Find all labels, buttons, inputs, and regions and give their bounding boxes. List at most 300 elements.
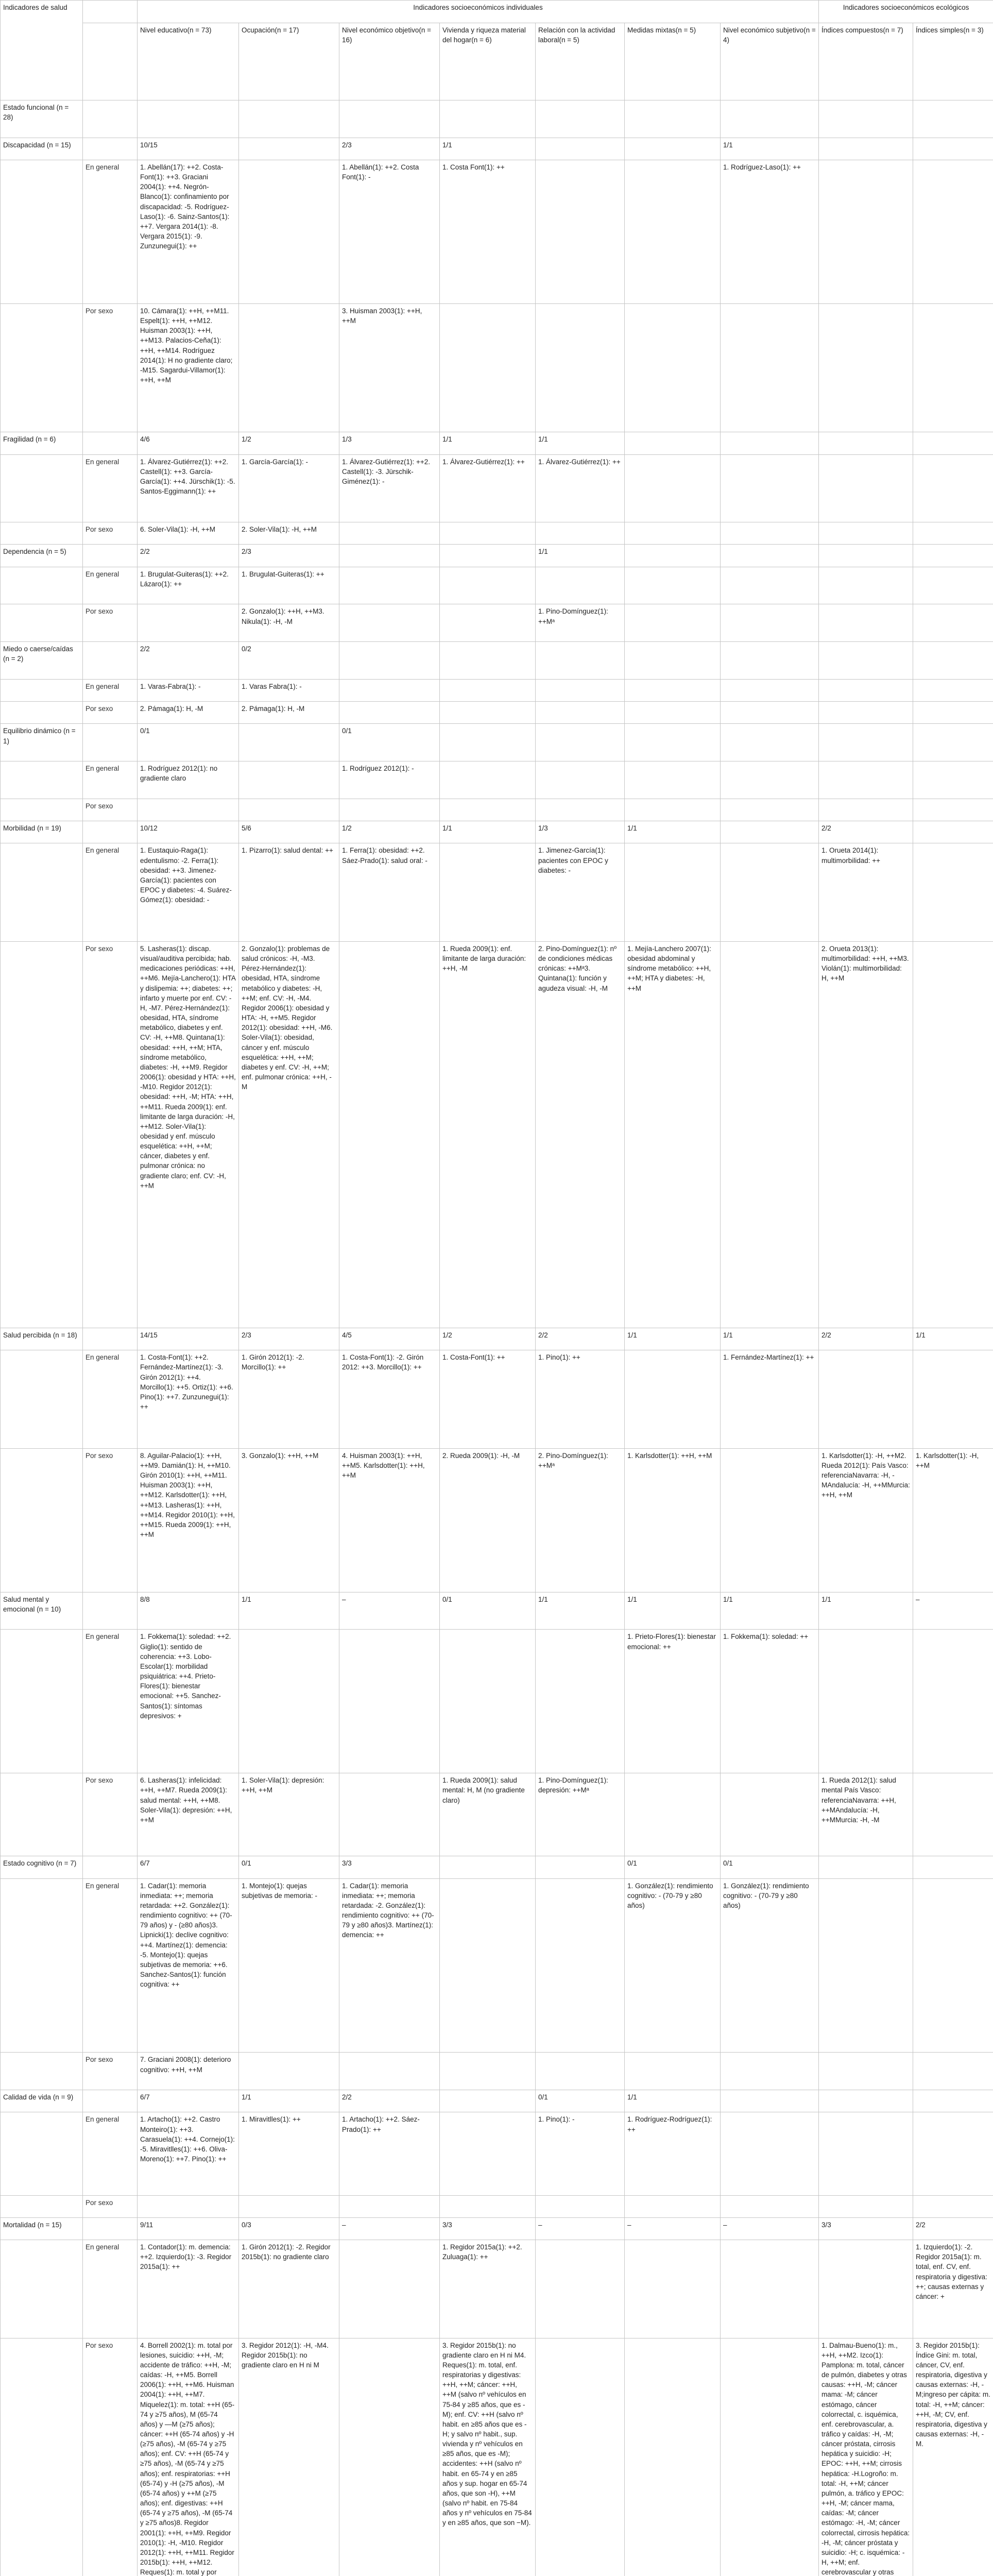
table-cell: 1. Rueda 2012(1): salud mental País Vasco: referenciaNavarra: ++H, ++MAndalucía: -H, ++MMurcia: -H, -M (819, 1773, 913, 1856)
indicator-label: Dependencia (n = 5) (1, 545, 83, 567)
table-cell: 0/1 (536, 2090, 625, 2112)
detail-row (1, 2338, 993, 2576)
table-cell (536, 1878, 625, 2053)
table-cell (721, 2240, 819, 2338)
table-cell: 2/2 (913, 2217, 993, 2240)
subgroup-label: Por sexo (83, 799, 138, 821)
table-cell (536, 2195, 625, 2217)
indicator-label (1, 2112, 83, 2195)
subgroup-label: En general (83, 1630, 138, 1773)
table-cell: 1/1 (721, 1328, 819, 1350)
table-cell (440, 724, 536, 761)
table-cell: – (625, 2217, 721, 2240)
table-cell: 2. Pámaga(1): H, -M (138, 702, 239, 724)
indicator-label: Salud percibida (n = 18) (1, 1328, 83, 1350)
table-cell (721, 454, 819, 522)
table-cell: 1/2 (339, 821, 440, 843)
table-cell: 1/1 (536, 545, 625, 567)
table-cell (721, 724, 819, 761)
table-cell: 2. Pino-Domínguez(1): ++Mᵃ (536, 1448, 625, 1592)
indicator-row (1, 821, 993, 843)
table-cell: 1/1 (440, 821, 536, 843)
indicator-label (1, 843, 83, 942)
table-cell (721, 2195, 819, 2217)
table-cell (913, 1350, 993, 1449)
table-cell (536, 138, 625, 160)
subgroup-label: Por sexo (83, 942, 138, 1328)
table-cell: 1. Ferra(1): obesidad: ++2. Sáez-Prado(1): salud oral: - (339, 843, 440, 942)
subgroup-label: Por sexo (83, 522, 138, 545)
table-cell (339, 100, 440, 138)
table-cell (721, 1448, 819, 1592)
table-cell (339, 522, 440, 545)
table-cell: 1. Costa-Font(1): ++ (440, 1350, 536, 1449)
detail-row (1, 1773, 993, 1856)
subgroup-label (83, 100, 138, 138)
subgroup-label (83, 138, 138, 160)
table-cell: 1/1 (721, 138, 819, 160)
table-cell (138, 604, 239, 642)
column-header: Nivel económico subjetivo(n = 4) (721, 23, 819, 100)
subgroup-label (83, 1856, 138, 1878)
table-cell: 1. Pino(1): ++ (536, 1350, 625, 1449)
table-cell (536, 2053, 625, 2090)
table-cell (440, 679, 536, 701)
column-header: Vivienda y riqueza material del hogar(n = 6) (440, 23, 536, 100)
table-cell (339, 642, 440, 680)
table-cell (625, 545, 721, 567)
table-cell (339, 2338, 440, 2576)
table-cell (721, 942, 819, 1328)
table-cell: 1. Brugulat-Guiteras(1): ++ (239, 567, 339, 604)
table-cell (913, 454, 993, 522)
table-cell: 1. Mejía-Lanchero 2007(1): obesidad abdominal y síndrome metabólico: ++H, ++M; HTA y diabetes: -H, ++M (625, 942, 721, 1328)
subgroup-label: Por sexo (83, 1448, 138, 1592)
detail-row (1, 567, 993, 604)
table-cell: 2. Pino-Domínguez(1): nº de condiciones médicas crónicas: ++Mᵃ3. Quintana(1): función y agudeza visual: -H, -M (536, 942, 625, 1328)
table-cell (819, 1878, 913, 2053)
table-cell (625, 761, 721, 799)
table-cell: 3. Gonzalo(1): ++H, ++M (239, 1448, 339, 1592)
table-cell (339, 2240, 440, 2338)
table-cell: 3. Regidor 2012(1): -H, -M4. Regidor 2015b(1): no gradiente claro en H ni M (239, 2338, 339, 2576)
table-cell (440, 761, 536, 799)
indicator-label (1, 1630, 83, 1773)
subgroup-label (83, 1328, 138, 1350)
table-cell (819, 604, 913, 642)
table-cell: 0/1 (440, 1592, 536, 1630)
table-cell (239, 2195, 339, 2217)
table-cell: 4. Huisman 2003(1): ++H, ++M5. Karlsdotter(1): ++H, ++M (339, 1448, 440, 1592)
table-cell: 6/7 (138, 2090, 239, 2112)
table-cell (721, 1773, 819, 1856)
table-cell: 3. Regidor 2015b(1): Índice Gini: m. total, cáncer, CV, enf. respiratoria, digestiva y causas externas: -H, -M;ingreso per cápita: m. total: -H, ++M; cáncer: ++H, -M; CV, enf. respiratoria, digestiva y causas externas: -H, -M. (913, 2338, 993, 2576)
table-cell (819, 799, 913, 821)
header-columns-row (1, 23, 993, 100)
detail-row (1, 522, 993, 545)
table-cell (819, 2240, 913, 2338)
indicator-label (1, 679, 83, 701)
table-cell (721, 604, 819, 642)
table-cell (913, 642, 993, 680)
table-cell (819, 303, 913, 432)
table-cell: 1/1 (721, 1592, 819, 1630)
table-cell: 1. Pino(1): - (536, 2112, 625, 2195)
table-cell: – (536, 2217, 625, 2240)
subgroup-label: En general (83, 160, 138, 304)
table-cell: 1. Rodríguez-Laso(1): ++ (721, 160, 819, 304)
table-cell (721, 761, 819, 799)
table-cell (440, 100, 536, 138)
table-cell: 1/1 (536, 432, 625, 454)
subgroup-label (83, 2090, 138, 2112)
table-cell (440, 1630, 536, 1773)
table-cell (536, 567, 625, 604)
table-cell (536, 522, 625, 545)
table-cell (721, 522, 819, 545)
subgroup-label (83, 432, 138, 454)
table-cell (440, 2112, 536, 2195)
table-cell (625, 642, 721, 680)
table-cell (625, 724, 721, 761)
table-cell (536, 1630, 625, 1773)
table-cell (913, 432, 993, 454)
table-cell (721, 2338, 819, 2576)
table-cell: 1. González(1): rendimiento cognitivo: - (70-79 y ≥80 años) (625, 1878, 721, 2053)
detail-row (1, 761, 993, 799)
table-cell (913, 604, 993, 642)
table-cell: 1. Cadar(1): memoria inmediata: ++; memoria retardada: ++2. González(1): rendimiento cognitivo: ++ (70-79 años) y - (≥80 años)3. Lipnicki(1): declive cognitivo: ++4. Martínez(1): demencia: -5. Montejo(1): quejas subjetivas de memoria: ++6. Sanchez-Santos(1): función cognitiva: ++ (138, 1878, 239, 2053)
table-cell: 1. Rueda 2009(1): salud mental: H, M (no gradiente claro) (440, 1773, 536, 1856)
table-cell (440, 2195, 536, 2217)
table-cell (536, 642, 625, 680)
table-cell (721, 799, 819, 821)
table-cell: 2. Orueta 2013(1): multimorbilidad: ++H, ++M3. Violán(1): multimorbilidad: H, ++M (819, 942, 913, 1328)
table-cell: 2. Gonzalo(1): problemas de salud crónicos: -H, -M3. Pérez-Hernández(1): obesidad, HTA, síndrome metabólico y diabetes: -H, ++M; enf. CV: -H, -M4. Regidor 2006(1): obesidad y HTA: -H, ++M5. Regidor 2012(1): obesidad: ++H, -M6. Soler-Vila(1): obesidad, cáncer y enf. músculo esquelética: ++H, ++M; diabetes y enf. CV: -H, ++M; enf. pulmonar crónica: ++H, -M (239, 942, 339, 1328)
table-cell (440, 1856, 536, 1878)
table-cell (913, 702, 993, 724)
table-cell: 8. Aguilar-Palacio(1): ++H, ++M9. Damián(1): H, ++M10. Girón 2010(1): ++H, ++M11. Huisman 2003(1): ++H, ++M12. Karlsdotter(1): ++H, ++M13. Lasheras(1): ++H, ++M14. Regidor 2010(1): ++H, ++M15. Rueda 2009(1): ++H, ++M (138, 1448, 239, 1592)
table-cell (721, 642, 819, 680)
indicator-row (1, 2090, 993, 2112)
table-cell (239, 1630, 339, 1773)
table-cell: 0/1 (339, 724, 440, 761)
table-cell: 1/1 (440, 138, 536, 160)
table-cell: 1. Orueta 2014(1): multimorbilidad: ++ (819, 843, 913, 942)
table-cell: 2. Rueda 2009(1): -H, -M (440, 1448, 536, 1592)
table-cell: 1/2 (440, 1328, 536, 1350)
table-cell: 10/15 (138, 138, 239, 160)
detail-row (1, 303, 993, 432)
subgroup-label: En general (83, 1878, 138, 2053)
table-cell: 2/3 (239, 545, 339, 567)
table-cell: 1. Álvarez-Gutiérrez(1): ++2. Castell(1): -3. Jürschik-Giménez(1): - (339, 454, 440, 522)
table-cell: – (339, 1592, 440, 1630)
table-cell: 4. Borrell 2002(1): m. total por lesiones, suicidio: ++H, -M; accidente de tráfico: ++H, -M; caídas: -H, ++M5. Borrell 2006(1): ++H, ++M6. Huisman 2004(1): ++H, ++M7. Miquelez(1): m. total: ++H (65-74 y ≥75 años), M (65-74 años) y —M (≥75 años); cáncer: ++H (65-74 años) y -H (≥75 años), -M (65-74 y ≥75 años); enf. CV: ++H (65-74 y ≥75 años), -M (65-74 y ≥75 años); enf. respiratorias: ++H (65-74) y -H (≥75 años), -M (65-74 años) y ++M (≥75 años); enf. digestivas: ++H (65-74 y ≥75 años), -M (65-74 y ≥75 años)8. Regidor 2001(1): ++H, ++M9. Regidor 2010(1): -H, -M10. Regidor 2012(1): ++H, ++M11. Regidor 2015b(1): ++H, ++M12. Reques(1): m. total y por (138, 2338, 239, 2576)
table-cell (819, 679, 913, 701)
table-cell: 2/3 (339, 138, 440, 160)
table-cell (440, 2053, 536, 2090)
indicator-row (1, 642, 993, 680)
table-cell (138, 100, 239, 138)
indicator-label: Discapacidad (n = 15) (1, 138, 83, 160)
table-cell: 1. Artacho(1): ++2. Sáez-Prado(1): ++ (339, 2112, 440, 2195)
table-cell: 3/3 (440, 2217, 536, 2240)
table-cell (339, 942, 440, 1328)
indicator-row (1, 432, 993, 454)
header-group-ecological: Indicadores socioeconómicos ecológicos (819, 1, 993, 23)
table-cell (339, 2195, 440, 2217)
table-cell: 2. Gonzalo(1): ++H, ++M3. Nikula(1): -H, -M (239, 604, 339, 642)
table-cell (819, 160, 913, 304)
table-cell: 1. Pizarro(1): salud dental: ++ (239, 843, 339, 942)
indicator-row (1, 1856, 993, 1878)
table-cell: 1. Artacho(1): ++2. Castro Monteiro(1): ++3. Carasuela(1): ++4. Cornejo(1): -5. Miravitlles(1): ++6. Oliva-Moreno(1): ++7. Pino(1): ++ (138, 2112, 239, 2195)
table-cell (819, 522, 913, 545)
table-cell: 2. Pámaga(1): H, -M (239, 702, 339, 724)
table-cell: 1. González(1): rendimiento cognitivo: - (70-79 y ≥80 años) (721, 1878, 819, 2053)
indicator-label (1, 2338, 83, 2576)
indicator-label (1, 303, 83, 432)
table-cell: 1/1 (625, 2090, 721, 2112)
table-cell: – (721, 2217, 819, 2240)
subgroup-label: Por sexo (83, 2053, 138, 2090)
table-cell: 3. Huisman 2003(1): ++H, ++M (339, 303, 440, 432)
table-cell (440, 1878, 536, 2053)
indicator-row (1, 1328, 993, 1350)
table-cell (913, 303, 993, 432)
table-cell: 2/2 (138, 545, 239, 567)
table-cell (913, 2053, 993, 2090)
table-cell (339, 2053, 440, 2090)
table-cell (339, 702, 440, 724)
table-cell: 5/6 (239, 821, 339, 843)
indicator-label (1, 799, 83, 821)
table-cell (625, 702, 721, 724)
table-cell (913, 1773, 993, 1856)
table-cell (819, 2195, 913, 2217)
table-cell (819, 1630, 913, 1773)
table-cell: – (339, 2217, 440, 2240)
table-cell (339, 799, 440, 821)
table-cell (536, 679, 625, 701)
indicator-label (1, 1350, 83, 1449)
table-cell (440, 642, 536, 680)
subgroup-label: En general (83, 2240, 138, 2338)
table-cell: 1. Miravitlles(1): ++ (239, 2112, 339, 2195)
table-cell: 2/3 (239, 1328, 339, 1350)
indicator-label (1, 1448, 83, 1592)
table-cell (339, 567, 440, 604)
table-cell (625, 679, 721, 701)
table-cell: 8/8 (138, 1592, 239, 1630)
table-cell (721, 100, 819, 138)
table-cell: 1. Pino-Domínguez(1): ++Mᵃ (536, 604, 625, 642)
table-cell (339, 1773, 440, 1856)
table-cell (625, 2240, 721, 2338)
table-cell: 1/1 (239, 2090, 339, 2112)
table-cell (913, 821, 993, 843)
table-cell (913, 2090, 993, 2112)
subgroup-label: Por sexo (83, 2338, 138, 2576)
table-cell: 0/2 (239, 642, 339, 680)
detail-row (1, 2240, 993, 2338)
detail-row (1, 1350, 993, 1449)
table-cell (913, 522, 993, 545)
table-cell: 1/3 (536, 821, 625, 843)
header-group-individual: Indicadores socioeconómicos individuales (138, 1, 819, 23)
table-cell: 5. Lasheras(1): discap. visual/auditiva percibida; hab. medicaciones periódicas: ++H, ++M6. Mejía-Lanchero(1): HTA y dislipemia: ++; diabetes: ++; infarto y muerte por enf. CV: -H, -M7. Pérez-Hernández(1): obesidad, HTA, síndrome metabólico, diabetes y enf. CV: -H, ++M8. Quintana(1): obesidad: ++H, ++M; HTA, síndrome metabólico, diabetes: -H, ++M9. Regidor 2006(1): obesidad y HTA: ++H, -M10. Regidor 2012(1): obesidad: ++H, -M; HTA: ++H, ++M11. Rueda 2009(1): enf. limitante de larga duración: -H, ++M12. Soler-Vila(1): obesidad y enf. músculo esquelética: ++H, ++M; cáncer, diabetes y enf. pulmonar crónica: no gradiente claro; enf. CV: -H, ++M (138, 942, 239, 1328)
indicator-row (1, 2217, 993, 2240)
table-cell: 1. Cadar(1): memoria inmediata: ++; memoria retardada: -2. González(1): rendimiento cognitivo: ++ (70-79 y ≥80 años)3. Martínez(1): demencia: ++ (339, 1878, 440, 2053)
table-cell: 1/1 (625, 1592, 721, 1630)
table-cell (721, 545, 819, 567)
table-cell (440, 303, 536, 432)
table-cell: 2/2 (819, 821, 913, 843)
indicator-label: Salud mental y emocional (n = 10) (1, 1592, 83, 1630)
table-cell (625, 100, 721, 138)
table-cell (721, 821, 819, 843)
table-cell (536, 702, 625, 724)
table-cell (721, 702, 819, 724)
indicator-label (1, 160, 83, 304)
table-cell (625, 799, 721, 821)
table-cell (913, 843, 993, 942)
table-cell (239, 2053, 339, 2090)
table-cell (913, 761, 993, 799)
table-cell: 1. Fokkema(1): soledad: ++ (721, 1630, 819, 1773)
column-header: Nivel económico objetivo(n = 16) (339, 23, 440, 100)
table-cell (536, 761, 625, 799)
table-cell (913, 2112, 993, 2195)
table-cell: 1/1 (440, 432, 536, 454)
table-cell: 0/3 (239, 2217, 339, 2240)
table-cell (819, 2090, 913, 2112)
table-cell: 1. Costa-Font(1): -2. Girón 2012: ++3. Morcillo(1): ++ (339, 1350, 440, 1449)
table-cell: 1/1 (625, 821, 721, 843)
table-cell: 0/1 (721, 1856, 819, 1878)
table-cell: 2/2 (536, 1328, 625, 1350)
table-cell: 1. Girón 2012(1): -2. Morcillo(1): ++ (239, 1350, 339, 1449)
subgroup-label: Por sexo (83, 702, 138, 724)
subgroup-label: Por sexo (83, 604, 138, 642)
table-cell (138, 799, 239, 821)
table-cell: 1. Soler-Vila(1): depresión: ++H, ++M (239, 1773, 339, 1856)
table-cell (625, 567, 721, 604)
subgroup-label (83, 724, 138, 761)
table-cell (440, 522, 536, 545)
subgroup-label: En general (83, 843, 138, 942)
table-cell (721, 2112, 819, 2195)
detail-row (1, 160, 993, 304)
table-cell (819, 2112, 913, 2195)
table-cell: 1. Abellán(17): ++2. Costa-Font(1): ++3. Graciani 2004(1): ++4. Negrón-Blanco(1): confinamiento por discapacidad: -5. Rodríguez-Laso(1): -6. Sainz-Santos(1): ++7. Vergara 2014(1): -8. Vergara 2015(1): -9. Zunzunegui(1): ++ (138, 160, 239, 304)
table-cell (913, 545, 993, 567)
indicator-label (1, 604, 83, 642)
table-cell: – (913, 1592, 993, 1630)
detail-row (1, 2195, 993, 2217)
table-cell (339, 545, 440, 567)
table-cell: 1/1 (239, 1592, 339, 1630)
detail-row (1, 942, 993, 1328)
subgroup-label (83, 821, 138, 843)
table-cell: 1. Álvarez-Gutiérrez(1): ++ (536, 454, 625, 522)
table-cell (819, 702, 913, 724)
table-cell: 2. Soler-Vila(1): -H, ++M (239, 522, 339, 545)
table-cell (239, 761, 339, 799)
table-cell (440, 567, 536, 604)
table-cell (625, 843, 721, 942)
subgroup-label (83, 545, 138, 567)
table-cell (913, 1878, 993, 2053)
table-cell: 1. Jimenez-García(1): pacientes con EPOC y diabetes: - (536, 843, 625, 942)
detail-row (1, 702, 993, 724)
table-cell (913, 679, 993, 701)
table-cell (440, 604, 536, 642)
table-cell: 4/5 (339, 1328, 440, 1350)
table-cell: 1. Rodríguez 2012(1): no gradiente claro (138, 761, 239, 799)
table-cell (819, 100, 913, 138)
table-cell: 1/1 (625, 1328, 721, 1350)
indicator-label: Estado funcional (n = 28) (1, 100, 83, 138)
table-cell: 10/12 (138, 821, 239, 843)
table-cell: 1. Rodríguez 2012(1): - (339, 761, 440, 799)
table-cell: 14/15 (138, 1328, 239, 1350)
table-cell: 0/1 (239, 1856, 339, 1878)
subgroup-label: En general (83, 567, 138, 604)
table-cell: 1. Álvarez-Gutiérrez(1): ++2. Castell(1): ++3. García-García(1): ++4. Jürschik(1): -5. Santos-Eggimann(1): ++ (138, 454, 239, 522)
detail-row (1, 2053, 993, 2090)
table-cell: 1/1 (819, 1592, 913, 1630)
table-cell (913, 1630, 993, 1773)
table-cell: 1. Varas-Fabra(1): - (138, 679, 239, 701)
column-header: Índices simples(n = 3) (913, 23, 993, 100)
header-group-row (1, 1, 993, 23)
table-cell: 6. Soler-Vila(1): -H, ++M (138, 522, 239, 545)
table-cell: 1. Fernández-Martínez(1): ++ (721, 1350, 819, 1449)
table-cell (721, 2053, 819, 2090)
table-cell: 2/2 (138, 642, 239, 680)
table-cell: 1. Contador(1): m. demencia: ++2. Izquierdo(1): -3. Regidor 2015a(1): ++ (138, 2240, 239, 2338)
table-cell (819, 567, 913, 604)
table-cell (239, 100, 339, 138)
indicator-label (1, 567, 83, 604)
table-cell (913, 567, 993, 604)
table-cell (536, 2338, 625, 2576)
table-cell: 1. García-García(1): - (239, 454, 339, 522)
table-cell (913, 1856, 993, 1878)
table-cell (721, 303, 819, 432)
detail-row (1, 679, 993, 701)
subgroup-label (83, 642, 138, 680)
indicator-label (1, 942, 83, 1328)
table-cell (625, 1773, 721, 1856)
header-spacer (83, 1, 138, 23)
indicator-label (1, 702, 83, 724)
table-cell (913, 799, 993, 821)
table-cell (913, 138, 993, 160)
table-cell (819, 138, 913, 160)
subgroup-label: En general (83, 761, 138, 799)
table-cell (721, 679, 819, 701)
table-cell (138, 2195, 239, 2217)
table-cell (625, 1350, 721, 1449)
table-cell (721, 567, 819, 604)
table-cell: 7. Graciani 2008(1): deterioro cognitivo: ++H, ++M (138, 2053, 239, 2090)
table-cell (440, 843, 536, 942)
table-cell (913, 2195, 993, 2217)
table-cell (625, 138, 721, 160)
